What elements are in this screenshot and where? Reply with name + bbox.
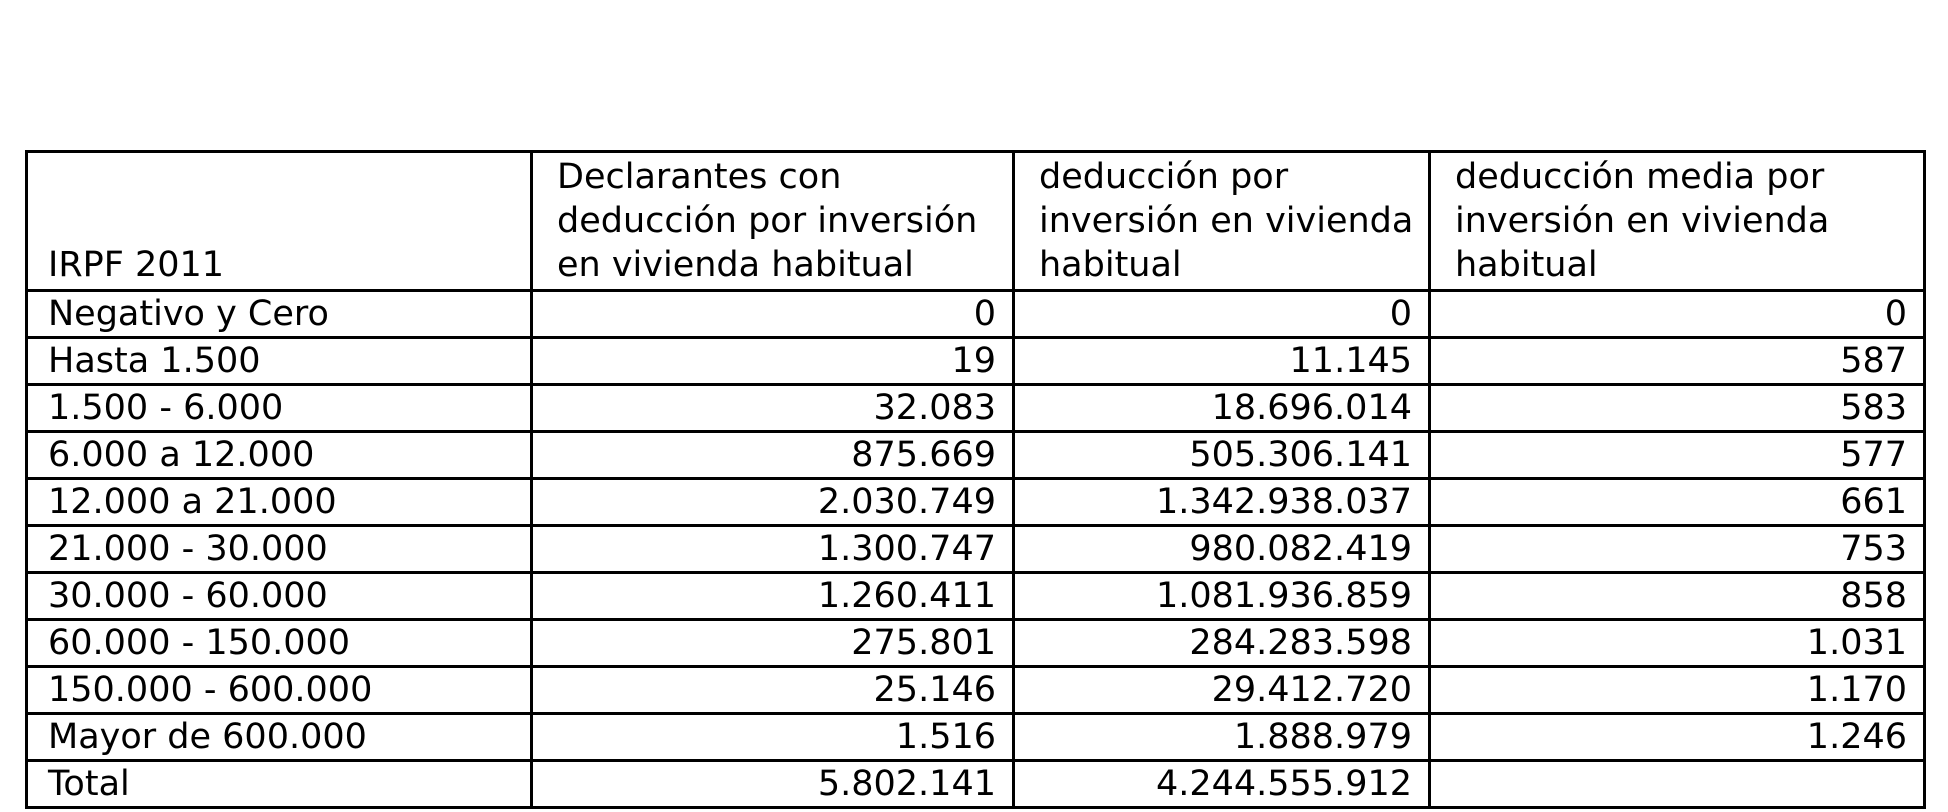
declarantes-value: 1.300.747 [532, 526, 1014, 573]
table-row [27, 714, 1925, 761]
deduccion-value: 18.696.014 [1014, 385, 1430, 432]
deduccion-media-value: 587 [1430, 338, 1925, 385]
deduccion-media-value: 583 [1430, 385, 1925, 432]
header-deduccion-total: deducción por inversión en vivienda habitual [1014, 152, 1430, 291]
declarantes-value: 875.669 [532, 432, 1014, 479]
table-header-row [27, 152, 1925, 291]
table-row [27, 291, 1925, 338]
deduccion-media-value: 661 [1430, 479, 1925, 526]
row-label: 60.000 - 150.000 [27, 620, 532, 667]
row-label: Mayor de 600.000 [27, 714, 532, 761]
row-label: Total [27, 761, 532, 808]
deduccion-value: 980.082.419 [1014, 526, 1430, 573]
deduccion-media-value: 1.031 [1430, 620, 1925, 667]
declarantes-value: 32.083 [532, 385, 1014, 432]
table-row [27, 620, 1925, 667]
declarantes-value: 1.260.411 [532, 573, 1014, 620]
declarantes-value: 275.801 [532, 620, 1014, 667]
table-row [27, 338, 1925, 385]
row-label: 21.000 - 30.000 [27, 526, 532, 573]
header-declarantes: Declarantes con deducción por inversión en vivienda habitual [532, 152, 1014, 291]
row-label: 12.000 a 21.000 [27, 479, 532, 526]
table-row [27, 385, 1925, 432]
deduccion-value: 4.244.555.912 [1014, 761, 1430, 808]
table-row [27, 479, 1925, 526]
declarantes-value: 25.146 [532, 667, 1014, 714]
irpf-deduction-table [25, 150, 1926, 809]
deduccion-media-value: 1.170 [1430, 667, 1925, 714]
row-label: Hasta 1.500 [27, 338, 532, 385]
deduccion-value: 284.283.598 [1014, 620, 1430, 667]
deduccion-value: 29.412.720 [1014, 667, 1430, 714]
row-label: 1.500 - 6.000 [27, 385, 532, 432]
declarantes-value: 19 [532, 338, 1014, 385]
deduccion-media-value: 0 [1430, 291, 1925, 338]
deduccion-value: 1.888.979 [1014, 714, 1430, 761]
row-label: 30.000 - 60.000 [27, 573, 532, 620]
deduccion-media-value: 577 [1430, 432, 1925, 479]
table-row [27, 573, 1925, 620]
deduccion-value: 1.342.938.037 [1014, 479, 1430, 526]
declarantes-value: 5.802.141 [532, 761, 1014, 808]
deduccion-media-value: 858 [1430, 573, 1925, 620]
table-row [27, 432, 1925, 479]
table-row-total [27, 761, 1925, 808]
declarantes-value: 1.516 [532, 714, 1014, 761]
deduccion-media-value [1430, 761, 1925, 808]
table-row [27, 667, 1925, 714]
row-label: 6.000 a 12.000 [27, 432, 532, 479]
header-irpf-year: IRPF 2011 [27, 152, 532, 291]
deduccion-media-value: 753 [1430, 526, 1925, 573]
row-label: Negativo y Cero [27, 291, 532, 338]
row-label: 150.000 - 600.000 [27, 667, 532, 714]
header-deduccion-media: deducción media por inversión en vivienda habitual [1430, 152, 1925, 291]
deduccion-value: 0 [1014, 291, 1430, 338]
deduccion-media-value: 1.246 [1430, 714, 1925, 761]
table-row [27, 526, 1925, 573]
deduccion-value: 11.145 [1014, 338, 1430, 385]
declarantes-value: 2.030.749 [532, 479, 1014, 526]
deduccion-value: 505.306.141 [1014, 432, 1430, 479]
declarantes-value: 0 [532, 291, 1014, 338]
deduccion-value: 1.081.936.859 [1014, 573, 1430, 620]
